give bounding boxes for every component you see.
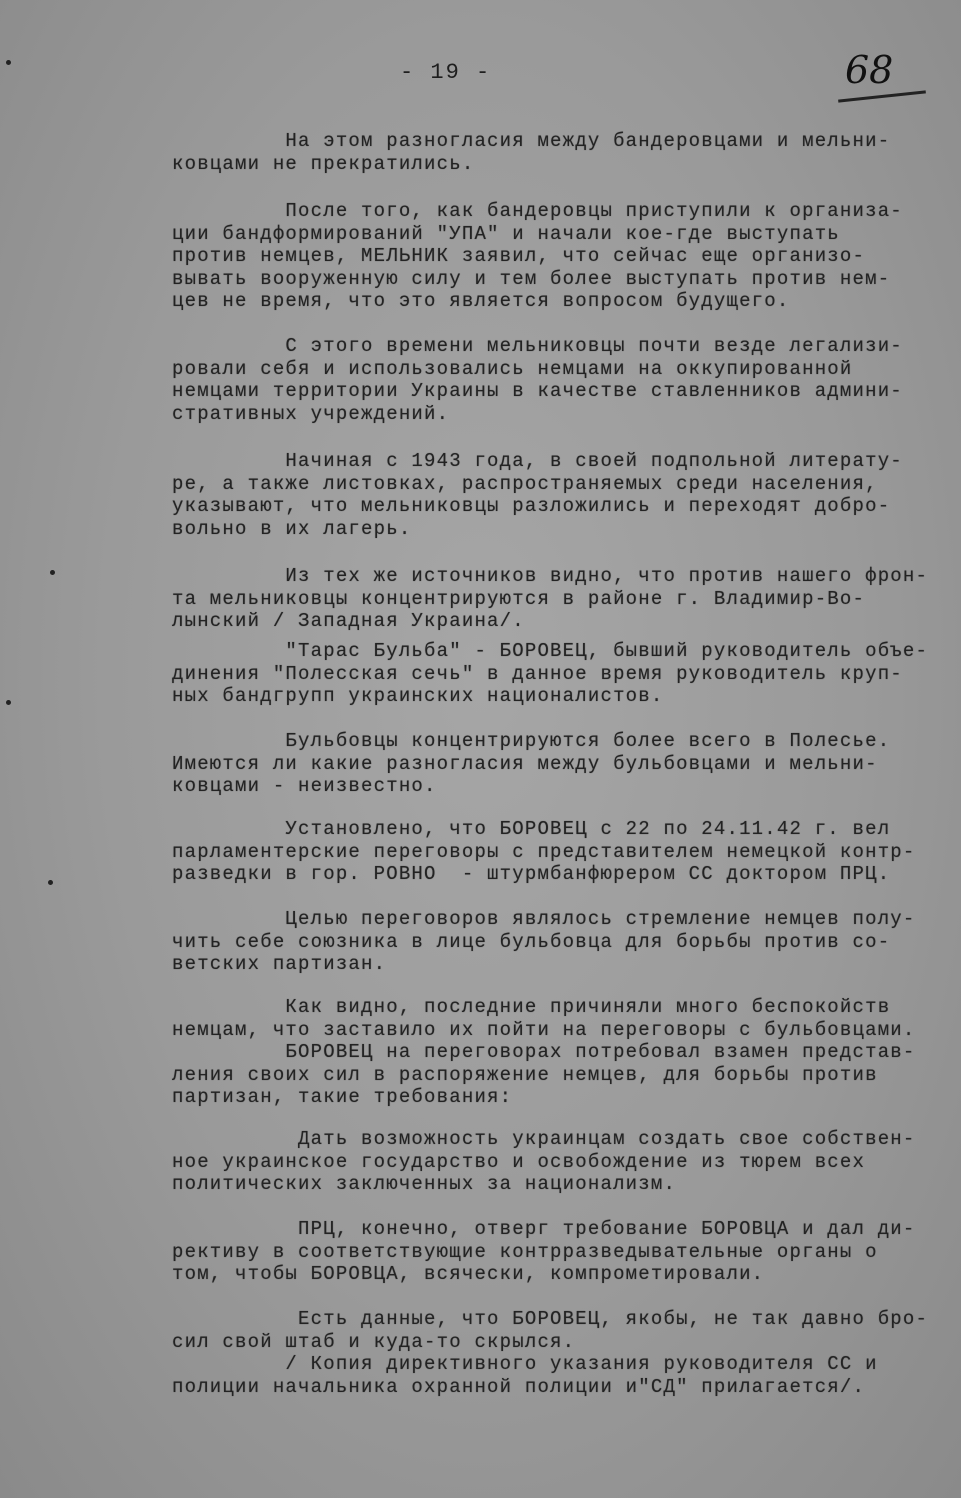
- paragraph-11: Дать возможность украинцам создать свое собствен- ное украинское государство и освобождение из тюрем всех политических заключенных за национализм.: [172, 1128, 916, 1195]
- edge-mark: [6, 60, 11, 65]
- paragraph-4: Начиная с 1943 года, в своей подпольной литерату- ре, а также листовках, распространяемых среди населения, указывают, что мельниковцы разложились и переходят добро- вольно в их лагерь.: [172, 450, 903, 540]
- edge-mark: [6, 700, 11, 705]
- paragraph-10: Как видно, последние причиняли много беспокойств немцам, что заставило их пойти на переговоры с бульбовцами. БОРОВЕЦ на переговорах потребовал взамен представ- ления своих сил в распоряжение немцев, для борьбы против партизан, такие требования:: [172, 996, 916, 1108]
- punch-hole-mark: [50, 570, 55, 575]
- paragraph-7: Бульбовцы концентрируются более всего в Полесье. Имеются ли какие разногласия между бульбовцами и мельни- ковцами - неизвестно.: [172, 730, 891, 797]
- paragraph-12: ПРЦ, конечно, отверг требование БОРОВЦА и дал ди- рективу в соответствующие контрразведывательные органы о том, чтобы БОРОВЦА, всячески, компрометировали.: [172, 1218, 916, 1285]
- paragraph-13: Есть данные, что БОРОВЕЦ, якобы, не так давно бро- сил свой штаб и куда-то скрылся. / Копия директивного указания руководителя СС и полиции начальника охранной полиции и"СД" прилагается/.: [172, 1308, 929, 1398]
- punch-hole-mark: [48, 880, 53, 885]
- paragraph-1: На этом разногласия между бандеровцами и мельни- ковцами не прекратились.: [172, 130, 891, 175]
- paragraph-8: Установлено, что БОРОВЕЦ с 22 по 24.11.42 г. вел парламентерские переговоры с представителем немецкой контр- разведки в гор. РОВНО - штурмбанфюрером СС доктором ПРЦ.: [172, 818, 916, 885]
- paragraph-2: После того, как бандеровцы приступили к организа- ции бандформирований "УПА" и начали кое-где выступать против немцев, МЕЛЬНИК заявил, что сейчас еще организо- вывать вооруженную силу и тем более выступать против нем- цев не время, что это является вопросом будущего.: [172, 200, 903, 312]
- page-number: - 19 -: [400, 60, 492, 85]
- paragraph-3: С этого времени мельниковцы почти везде легализи- ровали себя и использовались немцами на оккупированной немцами территории Украины в качестве ставленников админи- стративных учреждений.: [172, 335, 903, 425]
- archive-number-underline: [838, 90, 926, 102]
- archive-page-number: 68: [845, 48, 894, 92]
- paragraph-5: Из тех же источников видно, что против нашего фрон- та мельниковцы концентрируются в районе г. Владимир-Во- лынский / Западная Украина/.: [172, 565, 929, 632]
- paragraph-6: "Тарас Бульба" - БОРОВЕЦ, бывший руководитель объе- динения "Полесская сечь" в данное время руководитель круп- ных бандгрупп украинских националистов.: [172, 640, 929, 707]
- paragraph-9: Целью переговоров являлось стремление немцев полу- чить себе союзника в лице бульбовца для борьбы против со- ветских партизан.: [172, 908, 916, 975]
